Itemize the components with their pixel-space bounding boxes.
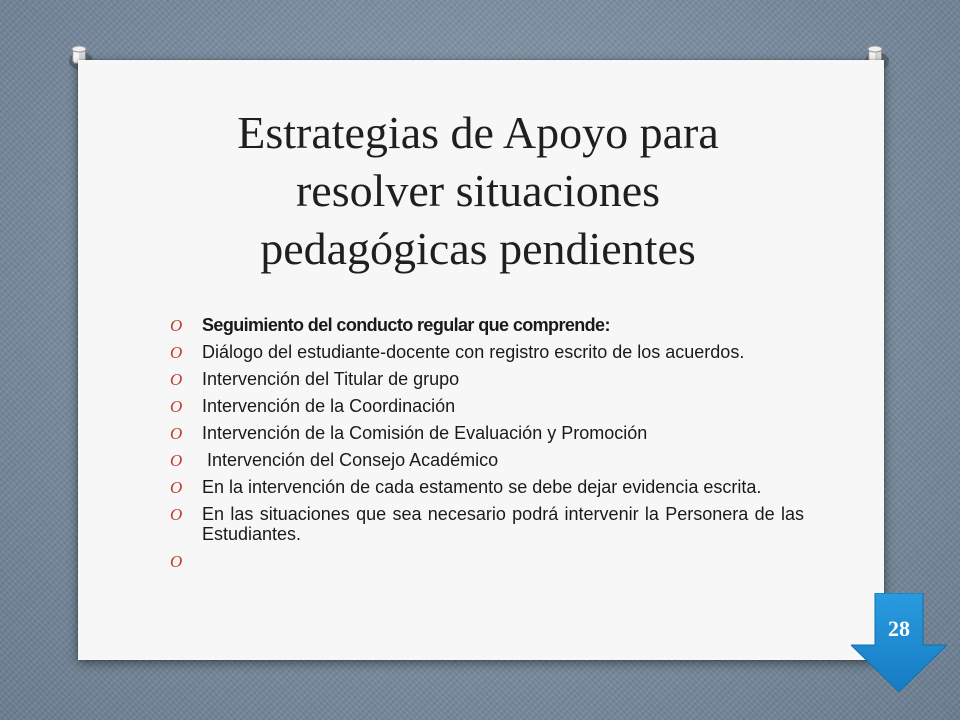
bullet-list xyxy=(170,315,804,578)
bullet-item xyxy=(170,450,804,470)
bullet-text: Intervención de la Coordinación xyxy=(202,396,456,416)
bullet-text: Intervención de la Comisión de Evaluación y Promoción xyxy=(202,423,648,443)
bullet-text: En la intervención de cada estamento se debe dejar evidencia escrita. xyxy=(202,477,762,497)
bullet-marker-icon: O xyxy=(170,397,183,416)
bullet-marker-icon: O xyxy=(170,424,183,443)
bullet-marker-icon: O xyxy=(170,478,183,497)
bullet-item xyxy=(170,423,804,443)
title-line-2: resolver situaciones xyxy=(295,165,661,216)
bullet-text: Diálogo del estudiante-docente con registro escrito de los acuerdos. xyxy=(202,342,745,362)
bullet-item xyxy=(170,342,804,362)
title-line-1: Estrategias de Apoyo para xyxy=(237,107,719,158)
bullet-text: Intervención del Titular de grupo xyxy=(202,369,460,389)
bullet-item xyxy=(170,369,804,389)
bullet-marker-icon: O xyxy=(170,505,183,524)
bullet-item xyxy=(170,396,804,416)
page-number: 28 xyxy=(888,616,910,641)
page-number-arrow-icon xyxy=(851,593,947,692)
bullet-text: Seguimiento del conducto regular que comprende: xyxy=(202,315,610,335)
bullet-marker-icon: O xyxy=(170,316,183,335)
bullet-item xyxy=(170,315,804,335)
bullet-marker-icon: O xyxy=(170,451,183,470)
bullet-item xyxy=(170,504,804,544)
bullet-item xyxy=(170,477,804,497)
bullet-marker-icon: O xyxy=(170,370,183,389)
bullet-marker-icon: O xyxy=(170,552,183,571)
title-line-3: pedagógicas pendientes xyxy=(260,223,696,274)
bullet-text: Intervención del Consejo Académico xyxy=(202,450,499,470)
slide-title xyxy=(168,104,788,278)
bullet-item xyxy=(170,551,804,571)
bullet-text: En las situaciones que sea necesario podrá intervenir la Personera de las Estudiantes. xyxy=(202,504,804,544)
slide-card xyxy=(78,60,884,660)
bullet-marker-icon: O xyxy=(170,343,183,362)
